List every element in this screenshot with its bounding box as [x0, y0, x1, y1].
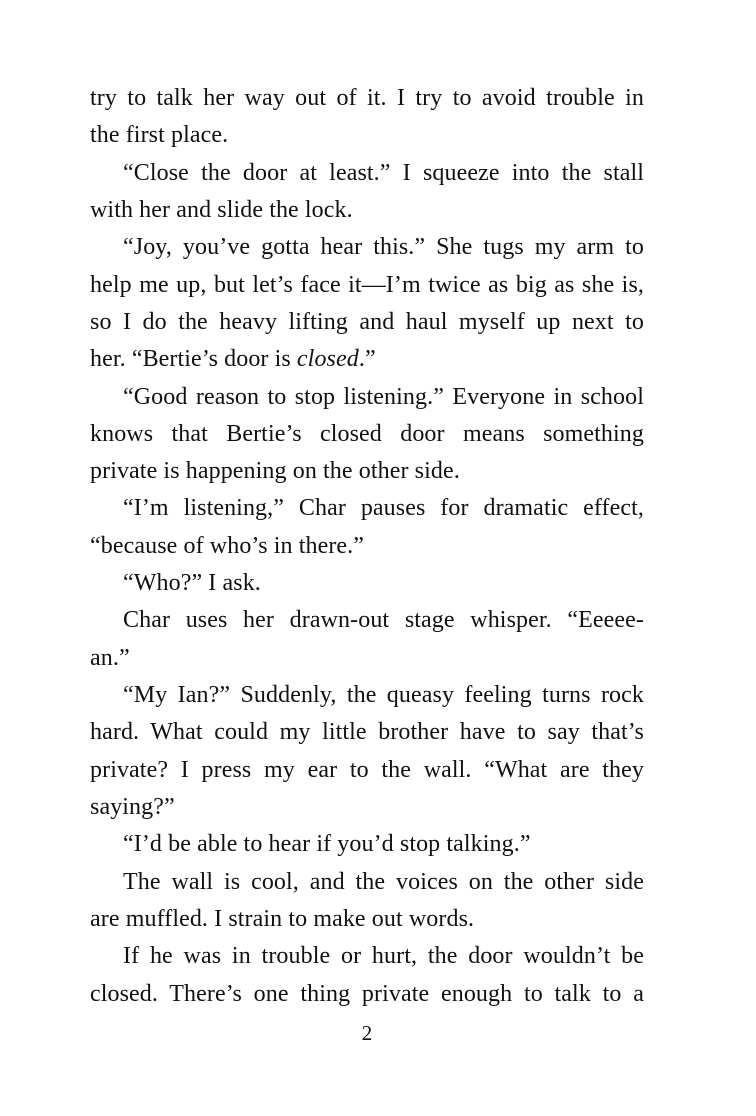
- paragraph: [90, 677, 644, 826]
- text-line: [90, 155, 644, 192]
- text-segment: private? I press my ear to the wall. “What are they: [90, 756, 644, 783]
- text-line: [90, 379, 644, 416]
- paragraph: [90, 938, 644, 1013]
- text-line: [90, 826, 644, 863]
- text-segment: “Joy, you’ve gotta hear this.” She tugs my arm to: [123, 234, 644, 261]
- text-line: [90, 80, 644, 117]
- text-line: [90, 304, 644, 341]
- text-line: [90, 565, 644, 602]
- text-segment: “My Ian?” Suddenly, the queasy feeling turns rock: [123, 682, 644, 708]
- paragraph: [90, 379, 644, 491]
- text-line: [90, 453, 644, 490]
- page-number: 2: [361, 1021, 373, 1045]
- text-segment: with her and slide the lock.: [90, 196, 353, 223]
- paragraph: [90, 565, 644, 602]
- text-line: [90, 938, 644, 975]
- text-segment: “I’d be able to hear if you’d stop talking.”: [123, 831, 531, 858]
- text-line: [90, 490, 644, 527]
- text-segment: saying?”: [90, 793, 175, 820]
- text-segment: “Close the door at least.” I squeeze into the stall: [123, 159, 644, 186]
- text-segment: If he was in trouble or hurt, the door wouldn’t be: [123, 943, 644, 970]
- text-segment: Char uses her drawn-out stage whisper. “Eeeee-: [123, 607, 644, 634]
- text-segment: .”: [358, 346, 376, 373]
- text-segment: hard. What could my little brother have to say that’s: [90, 719, 644, 746]
- text-line: [90, 341, 644, 378]
- text-line: [90, 192, 644, 229]
- text-line: [90, 976, 644, 1013]
- page-footer: [90, 1020, 644, 1046]
- text-segment: her. “Bertie’s door is: [90, 346, 297, 373]
- text-segment: try to talk her way out of it. I try to avoid trouble in: [90, 85, 644, 111]
- paragraph: [90, 602, 644, 677]
- text-segment: the first place.: [90, 122, 229, 149]
- text-line: [90, 677, 644, 714]
- text-line: [90, 117, 644, 154]
- text-segment: so I do the heavy lifting and haul myself up next to: [90, 308, 644, 335]
- paragraph: [90, 229, 644, 378]
- text-segment: are muffled. I strain to make out words.: [90, 905, 475, 932]
- text-line: [90, 640, 644, 677]
- text-segment: help me up, but let’s face it—I’m twice as big as she is,: [90, 271, 644, 298]
- paragraph: [90, 490, 644, 565]
- text-segment: closed. There’s one thing private enough to talk to a: [90, 980, 644, 1007]
- text-line: [90, 789, 644, 826]
- page-text: [90, 80, 644, 1013]
- text-line: [90, 267, 644, 304]
- text-segment: private is happening on the other side.: [90, 458, 460, 485]
- text-line: [90, 528, 644, 565]
- paragraph: [90, 80, 644, 155]
- text-segment: The wall is cool, and the voices on the other side: [123, 868, 644, 895]
- text-segment: “because of who’s in there.”: [90, 532, 365, 559]
- text-line: [90, 714, 644, 751]
- text-line: [90, 602, 644, 639]
- italic-text: closed: [296, 346, 359, 373]
- text-line: [90, 416, 644, 453]
- paragraph: [90, 864, 644, 939]
- paragraph: [90, 826, 644, 863]
- text-segment: an.”: [90, 644, 130, 671]
- paragraph: [90, 155, 644, 230]
- text-line: [90, 752, 644, 789]
- text-segment: “Who?” I ask.: [123, 570, 261, 597]
- text-line: [90, 901, 644, 938]
- text-line: [90, 864, 644, 901]
- text-segment: “I’m listening,” Char pauses for dramatic effect,: [123, 495, 644, 522]
- text-segment: knows that Bertie’s closed door means something: [90, 420, 644, 447]
- text-segment: “Good reason to stop listening.” Everyone in school: [123, 383, 644, 410]
- text-line: [90, 229, 644, 266]
